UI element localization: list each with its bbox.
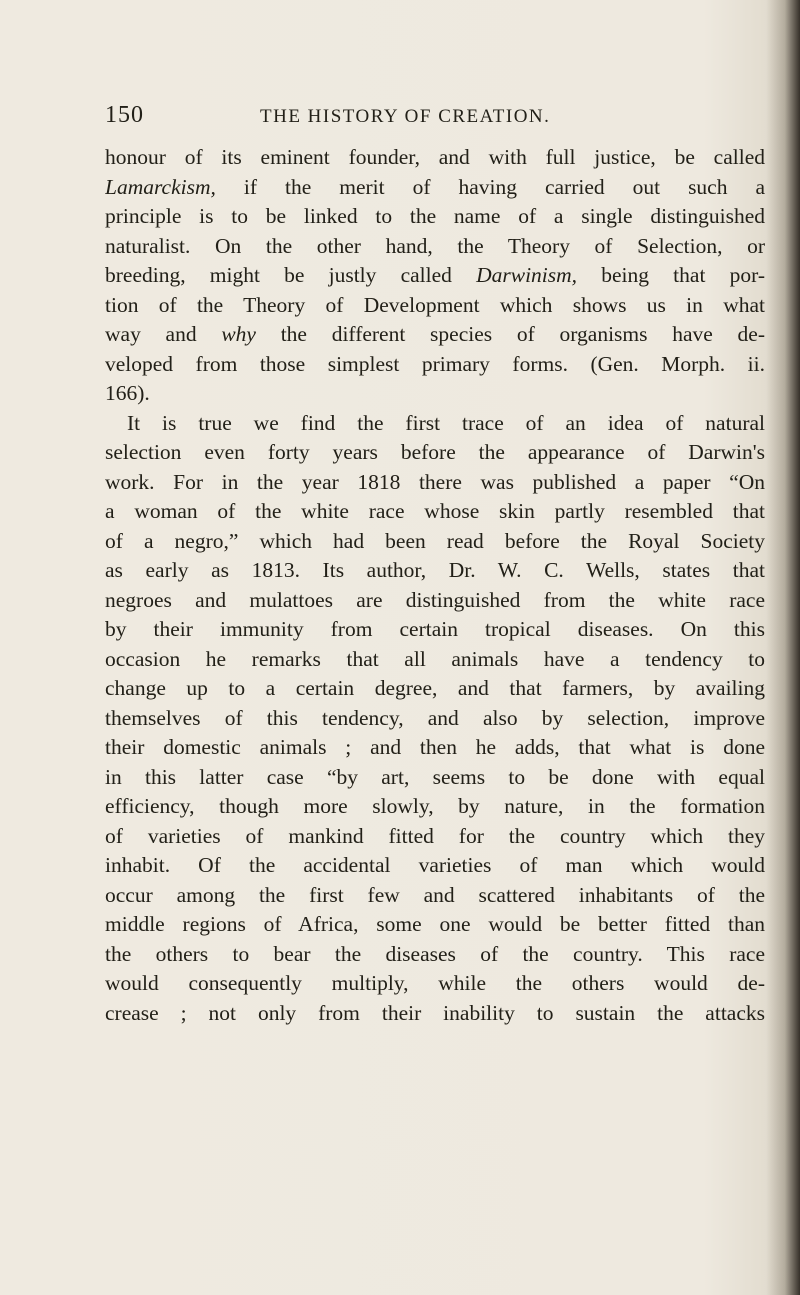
text-line: crease ; not only from their inability to sustain the attacks [105,1000,765,1025]
text-line: Lamarckism, if the merit of having carried out such a [105,174,765,199]
paragraph-2 [105,409,765,1029]
emphasis-text: Darwinism, [476,263,578,287]
emphasis-text: why [221,322,256,346]
paragraph-1 [105,143,765,409]
text-line: in this latter case “by art, seems to be done with equal [105,764,765,789]
text-line: work. For in the year 1818 there was published a paper “On [105,469,765,494]
text-line: 166). [105,381,150,405]
running-title: THE HISTORY OF CREATION. [260,106,551,127]
text-line: of varieties of mankind fitted for the country which they [105,823,765,848]
text-line: themselves of this tendency, and also by selection, improve [105,705,765,730]
text-line: a woman of the white race whose skin partly resembled that [105,499,765,523]
text-line: honour of its eminent founder, and with full justice, be called [105,145,765,169]
text-line: naturalist. On the other hand, the Theory of Selection, or [105,233,765,258]
text-line: middle regions of Africa, some one would be better fitted than [105,912,765,936]
text-line: of a negro,” which had been read before the Royal Society [105,528,765,553]
text-line: by their immunity from certain tropical diseases. On this [105,617,765,641]
text-line: as early as 1813. Its author, Dr. W. C. Wells, states that [105,558,765,582]
text-line: would consequently multiply, while the others would de- [105,971,765,995]
text-line: change up to a certain degree, and that farmers, by availing [105,676,765,700]
running-head [105,102,765,132]
text-line: tion of the Theory of Development which shows us in what [105,292,765,317]
text-line: veloped from those simplest primary forms. (Gen. Morph. ii. [105,351,765,376]
text-line: way and why the different species of organisms have de- [105,322,765,346]
page-edge-shadow [766,0,800,1295]
text-line: occur among the first few and scattered inhabitants of the [105,882,765,907]
text-line: It is true we find the first trace of an idea of natural [127,410,765,435]
text-line: breeding, might be justly called Darwinism, being that por- [105,263,765,287]
body-text [105,143,765,1028]
text-line: principle is to be linked to the name of a single distinguished [105,204,765,228]
text-line: negroes and mulattoes are distinguished from the white race [105,587,765,612]
emphasis-text: Lamarckism, [105,174,216,199]
page-number: 150 [105,102,144,128]
text-line: their domestic animals ; and then he adds, that what is done [105,735,765,759]
text-line: selection even forty years before the appearance of Darwin's [105,440,765,464]
text-line: inhabit. Of the accidental varieties of man which would [105,853,765,877]
text-line: the others to bear the diseases of the country. This race [105,941,765,966]
text-line: occasion he remarks that all animals have a tendency to [105,646,765,671]
text-line: efficiency, though more slowly, by nature, in the formation [105,794,765,818]
